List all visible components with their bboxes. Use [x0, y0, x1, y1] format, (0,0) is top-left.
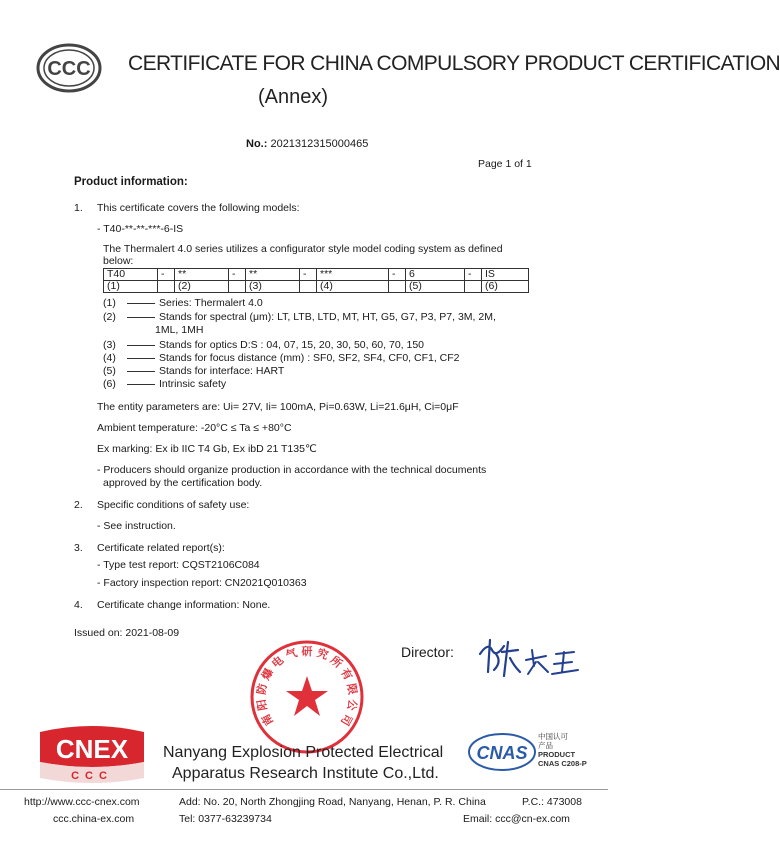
- svg-text:公: 公: [344, 698, 360, 712]
- svg-text:研: 研: [301, 645, 313, 658]
- cnas-cn-line1: 中国认可: [538, 732, 568, 741]
- cnex-ccc-text: CCC: [71, 770, 113, 782]
- institute-name-line1: Nanyang Explosion Protected Electrical: [163, 744, 444, 761]
- legend-text: Stands for spectral (μm): LT, LTB, LTD, MT, HT, G5, G7, P3, P7, 3M, 2M,: [159, 311, 496, 323]
- svg-text:电: 电: [269, 653, 287, 671]
- annex-subtitle: (Annex): [258, 86, 329, 108]
- factory-inspection-report: - Factory inspection report: CN2021Q010363: [97, 577, 307, 589]
- entity-parameters: The entity parameters are: Ui= 27V, Ii= 100mA, Pi=0.63W, Li=21.6μH, Ci=0μF: [97, 401, 459, 413]
- legend-number: (4): [103, 352, 116, 364]
- svg-text:爆: 爆: [259, 666, 276, 683]
- code-index-cell: [300, 281, 317, 293]
- legend-text: Stands for focus distance (mm) : SF0, SF2, SF4, CF0, CF1, CF2: [159, 352, 460, 364]
- certificate-title: CERTIFICATE FOR CHINA COMPULSORY PRODUCT CERTIFICATION: [128, 52, 780, 75]
- model-code: - T40-**-**-***-6-IS: [97, 223, 184, 235]
- code-cell: -: [229, 269, 246, 281]
- code-index-cell: (5): [406, 281, 465, 293]
- item-2-text: Specific conditions of safety use:: [97, 499, 250, 511]
- item-2-number: 2.: [74, 499, 83, 511]
- cnas-accreditation-text: [538, 732, 587, 768]
- code-row: [104, 281, 529, 293]
- cnas-product: PRODUCT: [538, 750, 576, 759]
- director-label: Director:: [401, 644, 454, 660]
- legend-item: [103, 378, 226, 391]
- legend-number: (5): [103, 365, 116, 377]
- footer-email[interactable]: Email: ccc@cn-ex.com: [463, 813, 570, 825]
- institute-seal-stamp: [248, 638, 366, 756]
- svg-text:南: 南: [259, 711, 276, 728]
- code-index-cell: [158, 281, 175, 293]
- page-indicator: Page 1 of 1: [478, 158, 532, 170]
- product-information-heading: Product information:: [74, 176, 188, 188]
- legend-text: Series: Thermalert 4.0: [159, 297, 263, 309]
- legend-text: Stands for optics D:S : 04, 07, 15, 20, 30, 50, 60, 70, 150: [159, 339, 425, 351]
- code-index-cell: (3): [246, 281, 300, 293]
- code-cell: -: [389, 269, 406, 281]
- code-cell: **: [246, 269, 300, 281]
- type-test-report: - Type test report: CQST2106C084: [97, 559, 260, 571]
- legend-item: [103, 365, 284, 378]
- legend-number: (6): [103, 378, 116, 390]
- legend-number: (2): [103, 311, 116, 323]
- cnas-code: CNAS C208-P: [538, 759, 587, 768]
- legend-continuation: 1ML, 1MH: [155, 324, 204, 336]
- legend-text: Stands for interface: HART: [159, 365, 285, 377]
- legend-item: [103, 311, 496, 324]
- code-index-cell: (4): [317, 281, 389, 293]
- code-index-cell: [465, 281, 482, 293]
- ccc-logo-text: CCC: [47, 58, 91, 80]
- svg-text:司: 司: [338, 711, 355, 728]
- item-4-text: Certificate change information: None.: [97, 599, 271, 611]
- code-cell: ***: [317, 269, 389, 281]
- cnas-logo-text: CNAS: [476, 743, 528, 763]
- svg-text:有: 有: [338, 666, 355, 683]
- code-cell: 6: [406, 269, 465, 281]
- model-code-table: [103, 268, 529, 293]
- cnex-logo: [30, 726, 154, 784]
- svg-text:所: 所: [327, 653, 345, 671]
- legend-text: Intrinsic safety: [159, 378, 227, 390]
- code-index-cell: (2): [175, 281, 229, 293]
- no-label: No.:: [246, 138, 268, 150]
- code-index-cell: [229, 281, 246, 293]
- coding-description-line2: below:: [103, 255, 134, 267]
- cnas-cn-line2: 产品: [538, 741, 553, 750]
- item-1-number: 1.: [74, 202, 83, 214]
- footer-divider: [0, 789, 608, 790]
- svg-text:气: 气: [284, 646, 299, 663]
- legend-number: (3): [103, 339, 116, 351]
- item-1-text: This certificate covers the following models:: [97, 202, 300, 214]
- code-index-cell: (1): [104, 281, 158, 293]
- coding-description-line1: The Thermalert 4.0 series utilizes a configurator style model coding system as defined: [103, 243, 503, 255]
- code-cell: -: [158, 269, 175, 281]
- footer-postcode: P.C.: 473008: [522, 796, 582, 808]
- svg-text:限: 限: [344, 682, 360, 696]
- legend-item: [103, 352, 460, 365]
- code-index-cell: [389, 281, 406, 293]
- svg-text:究: 究: [315, 646, 330, 663]
- code-index-cell: (6): [482, 281, 529, 293]
- issued-date: Issued on: 2021-08-09: [74, 627, 180, 639]
- footer-url-1[interactable]: http://www.ccc-cnex.com: [24, 796, 140, 808]
- footer-url-2[interactable]: ccc.china-ex.com: [53, 813, 135, 825]
- certificate-number: [246, 138, 368, 150]
- item-3-text: Certificate related report(s):: [97, 542, 225, 554]
- legend-item: [103, 297, 263, 310]
- code-cell: T40: [104, 269, 158, 281]
- legend-item: [103, 339, 424, 352]
- code-cell: IS: [482, 269, 529, 281]
- svg-text:阳: 阳: [254, 698, 270, 712]
- svg-text:防: 防: [254, 682, 270, 696]
- producers-note-line2: approved by the certification body.: [103, 477, 263, 489]
- footer-address: Add: No. 20, North Zhongjing Road, Nanyang, Henan, P. R. China: [179, 796, 486, 808]
- ex-marking: Ex marking: Ex ib IIC T4 Gb, Ex ibD 21 T135℃: [97, 443, 317, 455]
- code-cell: **: [175, 269, 229, 281]
- item-4-number: 4.: [74, 599, 83, 611]
- code-row: [104, 269, 529, 281]
- director-signature: [474, 632, 584, 682]
- institute-name-line2: Apparatus Research Institute Co.,Ltd.: [172, 765, 439, 782]
- producers-note-line1: - Producers should organize production in accordance with the technical documents: [97, 464, 487, 476]
- ccc-logo: [36, 43, 102, 93]
- footer-tel: Tel: 0377-63239734: [179, 813, 272, 825]
- cnas-logo: [468, 732, 538, 774]
- code-cell: -: [300, 269, 317, 281]
- no-value: 2021312315000465: [270, 138, 369, 150]
- legend-number: (1): [103, 297, 116, 309]
- code-cell: -: [465, 269, 482, 281]
- item-2-sub: - See instruction.: [97, 520, 176, 532]
- item-3-number: 3.: [74, 542, 83, 554]
- cnex-logo-text: CNEX: [55, 734, 129, 764]
- ambient-temperature: Ambient temperature: -20°C ≤ Ta ≤ +80°C: [97, 422, 292, 434]
